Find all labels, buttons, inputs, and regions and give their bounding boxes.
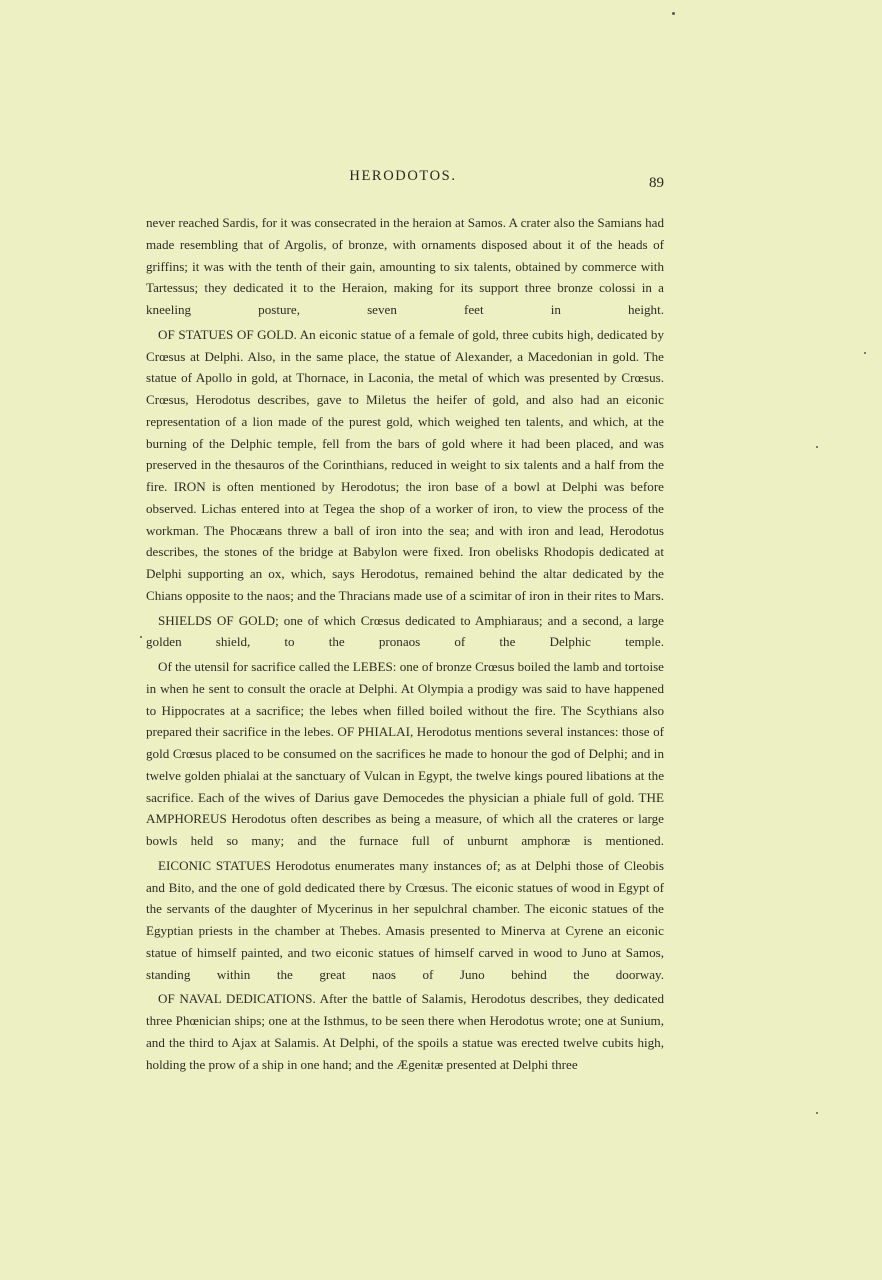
paragraph-shields-of-gold: SHIELDS OF GOLD; one of which Crœsus dedicated to Amphiaraus; and a second, a large golden shield, to the pronaos of the Delphic temple.	[146, 612, 664, 650]
paper-speck	[140, 636, 142, 638]
paragraph-lebes: Of the utensil for sacrifice called the LEBES: one of bronze Crœsus boiled the lamb and tortoise in when he sent to consult the oracle at Delphi. At Olympia a prodigy was said to have happened to Hippocrates at a sacrifice; the lebes when filled boiled without the fire. The Scythians also prepared their sacrifice in the lebes. OF PHIALAI, Herodotus mentions several instances: those of gold Crœsus placed to be consumed on the sacrifices he made to honour the god of Delphi; and in twelve golden phialai at the sanctuary of Vulcan in Egypt, the twelve kings poured libations at the sacrifice. Each of the wives of Darius gave Democedes the physician a phiale full of gold. THE AMPHOREUS Herodotus often describes as being a measure, of which all the crateres or large bowls held so many; and the furnace full of unburnt amphoræ is mentioned.	[146, 659, 664, 848]
paper-speck	[864, 352, 866, 354]
paper-speck	[816, 1112, 818, 1114]
body-text	[146, 212, 664, 1078]
paragraph-continued-crater: never reached Sardis, for it was consecrated in the heraion at Samos. A crater also the Samians had made resembling that of Argolis, of bronze, with ornaments disposed about it of the heads of griffins; it was with the tenth of their gain, amounting to six talents, obtained by commerce with Tartessus; they dedicated it to the Heraion, making for its support three bronze colossi in a kneeling posture, seven feet in height.	[146, 215, 664, 317]
paragraph-statues-of-gold: OF STATUES OF GOLD. An eiconic statue of a female of gold, three cubits high, dedicated by Crœsus at Delphi. Also, in the same place, the statue of Alexander, a Macedonian in gold. The statue of Apollo in gold, at Thornace, in Laconia, the metal of which was presented by Crœsus. Crœsus, Herodotus describes, gave to Miletus the heifer of gold, and also had an eiconic representation of a lion made of the purest gold, which weighed ten talents, and which, at the burning of the Delphic temple, fell from the bars of gold where it had been placed, and was preserved in the thesauros of the Corinthians, reduced in weight to six talents and a half from the fire. IRON is often mentioned by Herodotus; the iron base of a bowl at Delphi was before observed. Lichas entered into at Tegea the shop of a worker of iron, to view the process of the workman. The Phocæans threw a ball of iron into the sea; and with iron and lead, Herodotus describes, the stones of the bridge at Babylon were fixed. Iron obelisks Rhodopis dedicated at Delphi supporting an ox, which, says Herodotus, remained behind the altar dedicated by the Chians opposite to the naos; and the Thracians made use of a scimitar of iron in their rites to Mars.	[146, 326, 664, 603]
paper-speck	[672, 12, 675, 15]
paragraph-eiconic-statues: EICONIC STATUES Herodotus enumerates many instances of; as at Delphi those of Cleobis and Bito, and the one of gold dedicated there by Crœsus. The eiconic statues of wood in Egypt of the servants of the daughter of Mycerinus in her sepulchral chamber. The eiconic statues of the Egyptian priests in the chamber at Thebes. Amasis presented to Minerva at Cyrene an eiconic statue of himself painted, and two eiconic statues of himself carved in wood to Juno at Samos, standing within the great naos of Juno behind the doorway.	[146, 857, 664, 982]
paragraph-naval-dedications: OF NAVAL DEDICATIONS. After the battle of Salamis, Herodotus describes, they dedicated three Phœnician ships; one at the Isthmus, to be seen there when Herodotus wrote; one at Sunium, and the third to Ajax at Salamis. At Delphi, of the spoils a statue was erected twelve cubits high, holding the prow of a ship in one hand; and the Ægenitæ presented at Delphi three	[146, 991, 664, 1072]
page-number: 89	[649, 175, 664, 191]
paper-speck	[816, 446, 818, 448]
running-head: HERODOTOS.	[349, 168, 457, 184]
page-header	[140, 168, 666, 192]
